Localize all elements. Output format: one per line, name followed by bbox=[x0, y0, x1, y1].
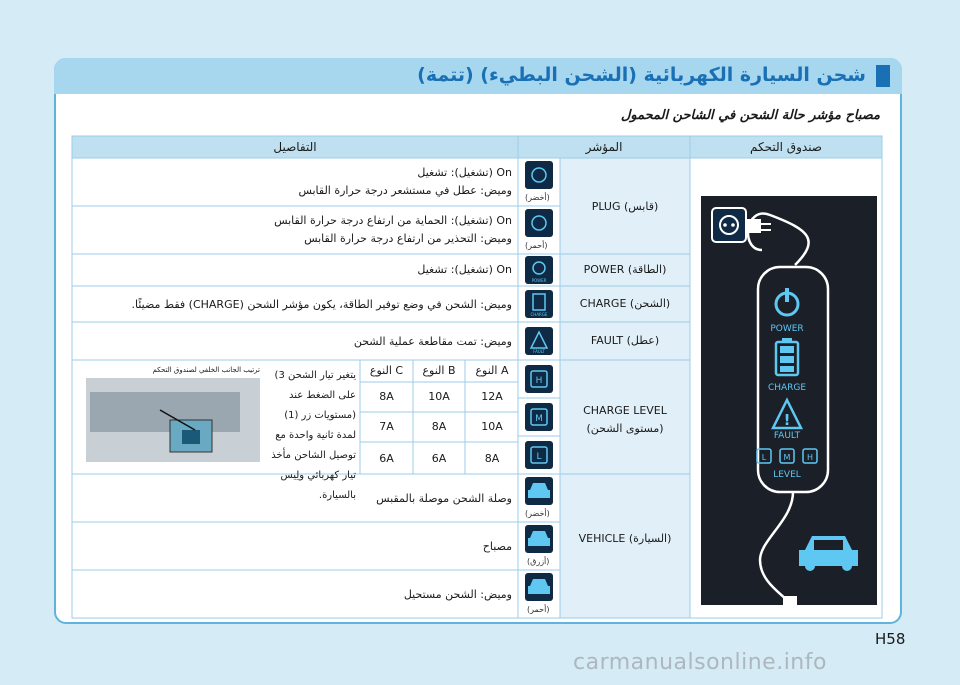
control-box-level-label: LEVEL bbox=[773, 470, 801, 480]
mode-charge-level: CHARGE LEVEL (مستوى الشحن) bbox=[583, 404, 667, 435]
plug-green-sublabel: (أخضر) bbox=[525, 193, 550, 202]
level-m-icon-label: M bbox=[535, 414, 543, 424]
power-details: On (تشغيل): تشغيل bbox=[417, 263, 512, 276]
control-box-charge-label: CHARGE bbox=[767, 383, 807, 393]
vehicle-green-sublabel: (أخضر) bbox=[525, 509, 550, 518]
control-box-illustration bbox=[701, 196, 877, 605]
vehicle-blue-details: مصباح bbox=[482, 540, 512, 553]
plug-red-sublabel: (أحمر) bbox=[525, 241, 548, 250]
vehicle-red-details: وميض: الشحن مستحيل bbox=[403, 588, 512, 601]
header-indicator-label: المؤشر bbox=[585, 140, 623, 154]
charge-details: وميض: الشحن في وضع توفير الطاقة، يكون مؤشر الشحن (CHARGE) فقط مضيئًا. bbox=[131, 298, 512, 311]
l-type-a: 8A bbox=[484, 452, 500, 465]
fault-details: وميض: تمت مقاطعة عملية الشحن bbox=[353, 335, 512, 348]
header-unit-label: صندوق التحكم bbox=[750, 140, 822, 154]
rear-view-note-title: ترتيب الجانب الخلفي لصندوق التحكم bbox=[152, 366, 260, 374]
m-type-c: 7A bbox=[379, 420, 394, 433]
level-h-icon-label: H bbox=[535, 376, 543, 386]
power-small-label: POWER bbox=[531, 278, 547, 283]
level-l-icon-label: L bbox=[536, 452, 542, 462]
mode-vehicle: VEHICLE (السيارة) bbox=[578, 532, 672, 545]
charge-level-note: يتغير تيار الشحن 3) على الضغط عند (مستويات زر (1) لمدة ثانية واحدة مع توصيل الشاحن مأخذ تيار كهربائي ولِيس بالسيارة. bbox=[271, 370, 356, 501]
plug-red-icon bbox=[525, 209, 553, 237]
l-type-c: 6A bbox=[379, 452, 394, 465]
level-m-label: M bbox=[783, 453, 791, 462]
h-type-c: 8A bbox=[379, 390, 394, 403]
level-l-label: L bbox=[761, 453, 767, 462]
plug-icon bbox=[712, 208, 746, 242]
col-type-a: النوع A bbox=[475, 364, 509, 377]
section-heading: مصباح مؤشر حالة الشحن في الشاحن المحمول bbox=[620, 108, 880, 123]
mode-charge: CHARGE (الشحن) bbox=[579, 297, 671, 310]
m-type-b: 8A bbox=[431, 420, 447, 433]
col-type-b: النوع B bbox=[422, 364, 456, 377]
control-box-power-label: POWER bbox=[770, 324, 804, 334]
svg-text:!: ! bbox=[783, 411, 791, 429]
control-box-fault-label: FAULT bbox=[773, 431, 801, 441]
l-type-b: 6A bbox=[431, 452, 447, 465]
level-h-label: H bbox=[806, 453, 814, 462]
vehicle-red-sublabel: (أحمر) bbox=[527, 605, 550, 614]
h-type-b: 10A bbox=[428, 390, 450, 403]
plug-green-icon bbox=[525, 161, 553, 189]
charge-small-label: CHARGE bbox=[530, 312, 548, 317]
plug-red-details: On (تشغيل): الحماية من ارتفاع درجة حرارة القابس وميض: التحذير من ارتفاع درجة حرارة القابس bbox=[274, 214, 512, 245]
m-type-a: 10A bbox=[481, 420, 503, 433]
watermark: carmanualsonline.info bbox=[573, 650, 827, 675]
mode-plug: PLUG (قابس) bbox=[591, 200, 659, 213]
vehicle-green-details: وصلة الشحن موصلة بالمقبس bbox=[376, 492, 512, 505]
h-type-a: 12A bbox=[481, 390, 503, 403]
plug-green-details: On (تشغيل): تشغيل وميض: عطل في مستشعر درجة حرارة القابس bbox=[298, 166, 512, 197]
vehicle-blue-sublabel: (أزرق) bbox=[527, 557, 550, 566]
header-details-label: التفاصيل bbox=[273, 140, 317, 154]
mode-fault: FAULT (عطل) bbox=[590, 334, 660, 347]
page-number: H58 bbox=[875, 630, 906, 648]
fault-small-label: FAULT bbox=[533, 349, 545, 354]
mode-power: POWER (الطاقة) bbox=[583, 263, 667, 276]
page-title: شحن السيارة الكهربائية (الشحن البطيء) (تتمة) bbox=[417, 64, 866, 86]
col-type-c: النوع C bbox=[369, 364, 404, 377]
rear-view-photo bbox=[86, 378, 260, 462]
